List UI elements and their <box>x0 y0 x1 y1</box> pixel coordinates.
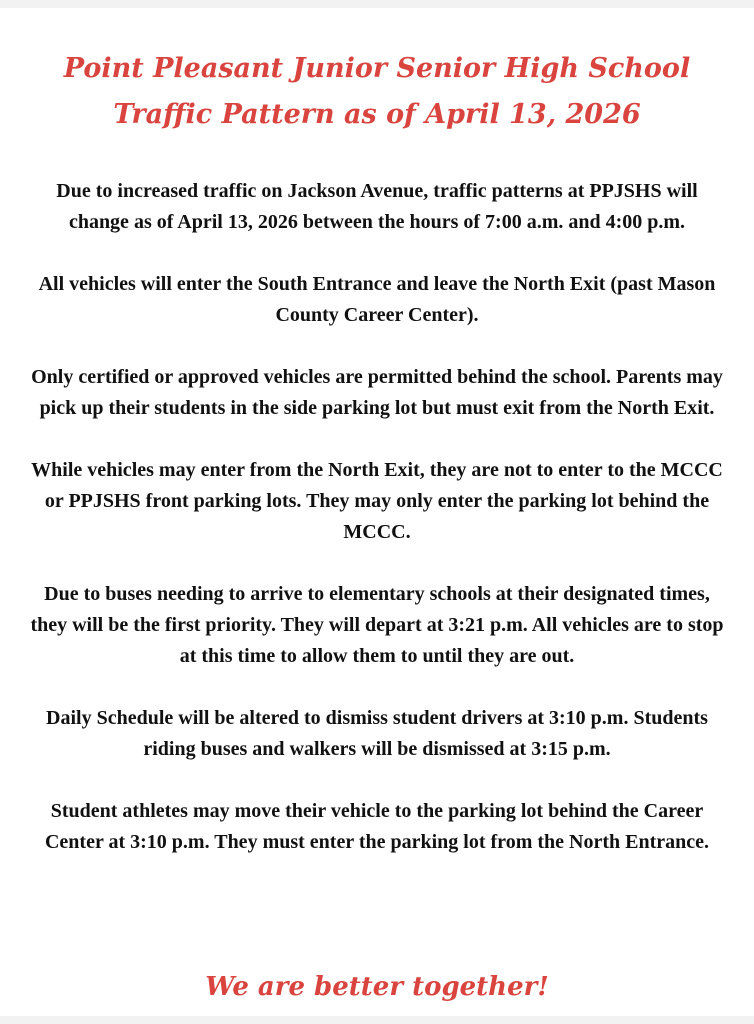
paragraph-entrance-exit: All vehicles will enter the South Entrance and leave the North Exit (past Mason County Career Center). <box>38 273 716 326</box>
notice-body <box>30 176 724 889</box>
paragraph-north-exit-rules: While vehicles may enter from the North Exit, they are not to enter to the MCCC or PPJSHS front parking lots. They may only enter the parking lot behind the MCCC. <box>31 459 723 543</box>
traffic-pattern-heading: Traffic Pattern as of April 13, 2026 <box>113 99 641 130</box>
paragraph-approved-vehicles: Only certified or approved vehicles are permitted behind the school. Parents may pick up their students in the side parking lot but must exit from the North Exit. <box>31 366 723 419</box>
paragraph-student-athletes: Student athletes may move their vehicle to the parking lot behind the Career Center at 3:10 p.m. They must enter the parking lot from the North Entrance. <box>44 800 709 853</box>
school-name-heading: Point Pleasant Junior Senior High School <box>63 53 691 84</box>
paragraph-bus-priority: Due to buses needing to arrive to elementary schools at their designated times, they will be the first priority. They will depart at 3:21 p.m. All vehicles are to stop at this time to allow them to until they are out. <box>30 583 724 667</box>
paragraph-daily-schedule: Daily Schedule will be altered to dismiss student drivers at 3:10 p.m. Students riding buses and walkers will be dismissed at 3:15 p.m. <box>46 707 708 760</box>
footer-slogan: We are better together! <box>205 972 549 1002</box>
paragraph-traffic-change: Due to increased traffic on Jackson Avenue, traffic patterns at PPJSHS will change as of April 13, 2026 between the hours of 7:00 a.m. and 4:00 p.m. <box>56 180 698 233</box>
flyer-page <box>0 8 754 1016</box>
